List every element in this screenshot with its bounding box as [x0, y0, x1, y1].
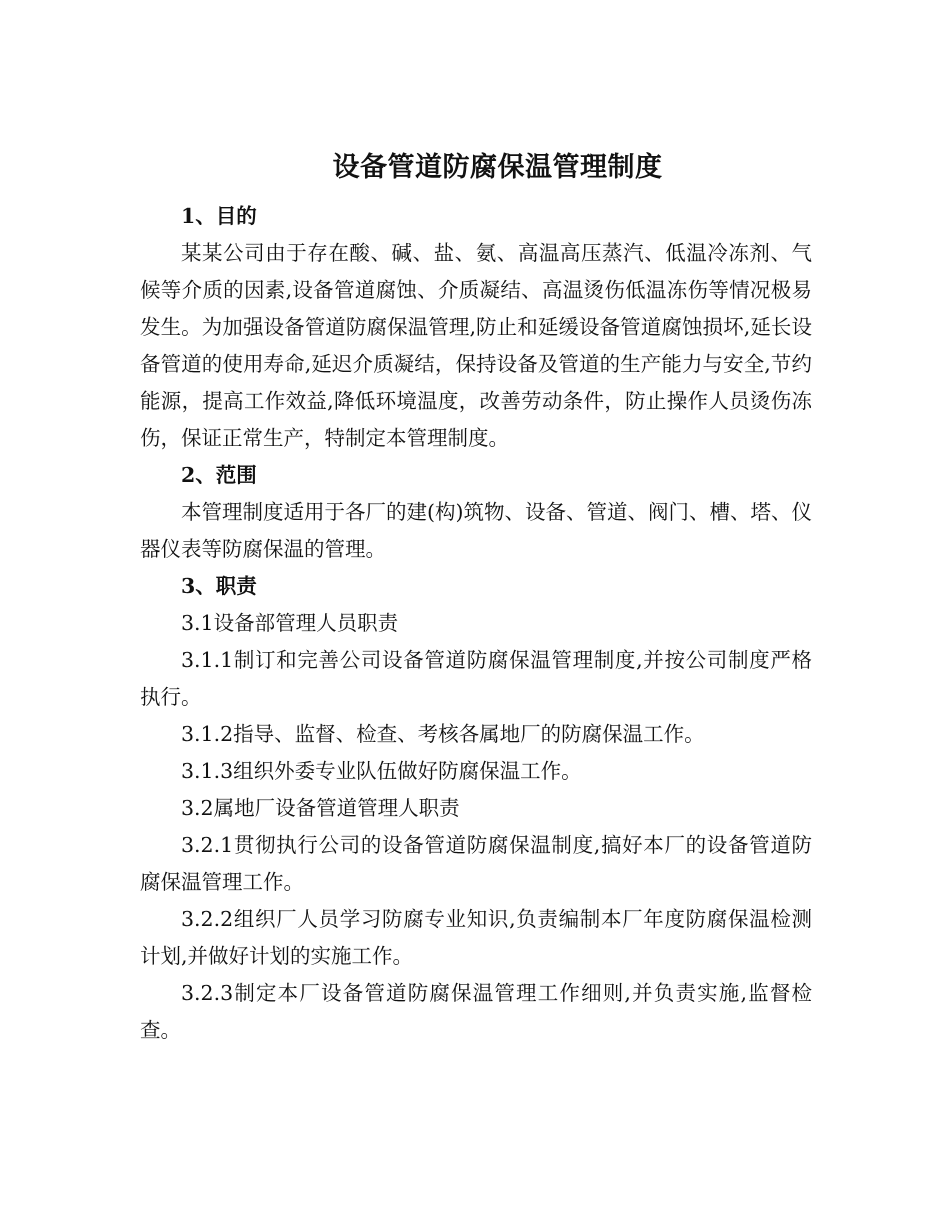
- clause-3-2-1: 3.2.1贯彻执行公司的设备管道防腐保温制度,搞好本厂的设备管道防腐保温管理工作。: [140, 833, 812, 894]
- document-title: 设备管道防腐保温管理制度: [332, 152, 663, 183]
- document-body: [140, 198, 812, 1049]
- section-heading-purpose: 1、目的: [181, 204, 257, 228]
- clause-3-2-3: 3.2.3制定本厂设备管道防腐保温管理工作细则,并负责实施,监督检查。: [140, 981, 812, 1042]
- scope-paragraph: 本管理制度适用于各厂的建(构)筑物、设备、管道、阀门、槽、塔、仪器仪表等防腐保温的管理。: [140, 500, 812, 561]
- clause-3-1-2: 3.1.2指导、监督、检查、考核各属地厂的防腐保温工作。: [181, 722, 705, 746]
- clause-3-1-3: 3.1.3组织外委专业队伍做好防腐保温工作。: [181, 759, 582, 783]
- purpose-paragraph: 某某公司由于存在酸、碱、盐、氨、高温高压蒸汽、低温冷冻剂、气候等介质的因素,设备管道腐蚀、介质凝结、高温烫伤低温冻伤等情况极易发生。为加强设备管道防腐保温管理,防止和延缓设备管道腐蚀损坏,延长设备管道的使用寿命,延迟介质凝结，保持设备及管道的生产能力与安全,节约能源，提高工作效益,降低环境温度，改善劳动条件，防止操作人员烫伤冻伤，保证正常生产，特制定本管理制度。: [140, 241, 812, 450]
- subsection-3-1: 3.1设备部管理人员职责: [181, 611, 399, 635]
- subsection-3-2: 3.2属地厂设备管道管理人职责: [181, 796, 460, 820]
- section-heading-scope: 2、范围: [181, 463, 257, 487]
- clause-3-2-2: 3.2.2组织厂人员学习防腐专业知识,负责编制本厂年度防腐保温检测计划,并做好计划的实施工作。: [140, 907, 812, 968]
- section-heading-duties: 3、职责: [181, 574, 257, 598]
- clause-3-1-1: 3.1.1制订和完善公司设备管道防腐保温管理制度,并按公司制度严格执行。: [140, 648, 812, 709]
